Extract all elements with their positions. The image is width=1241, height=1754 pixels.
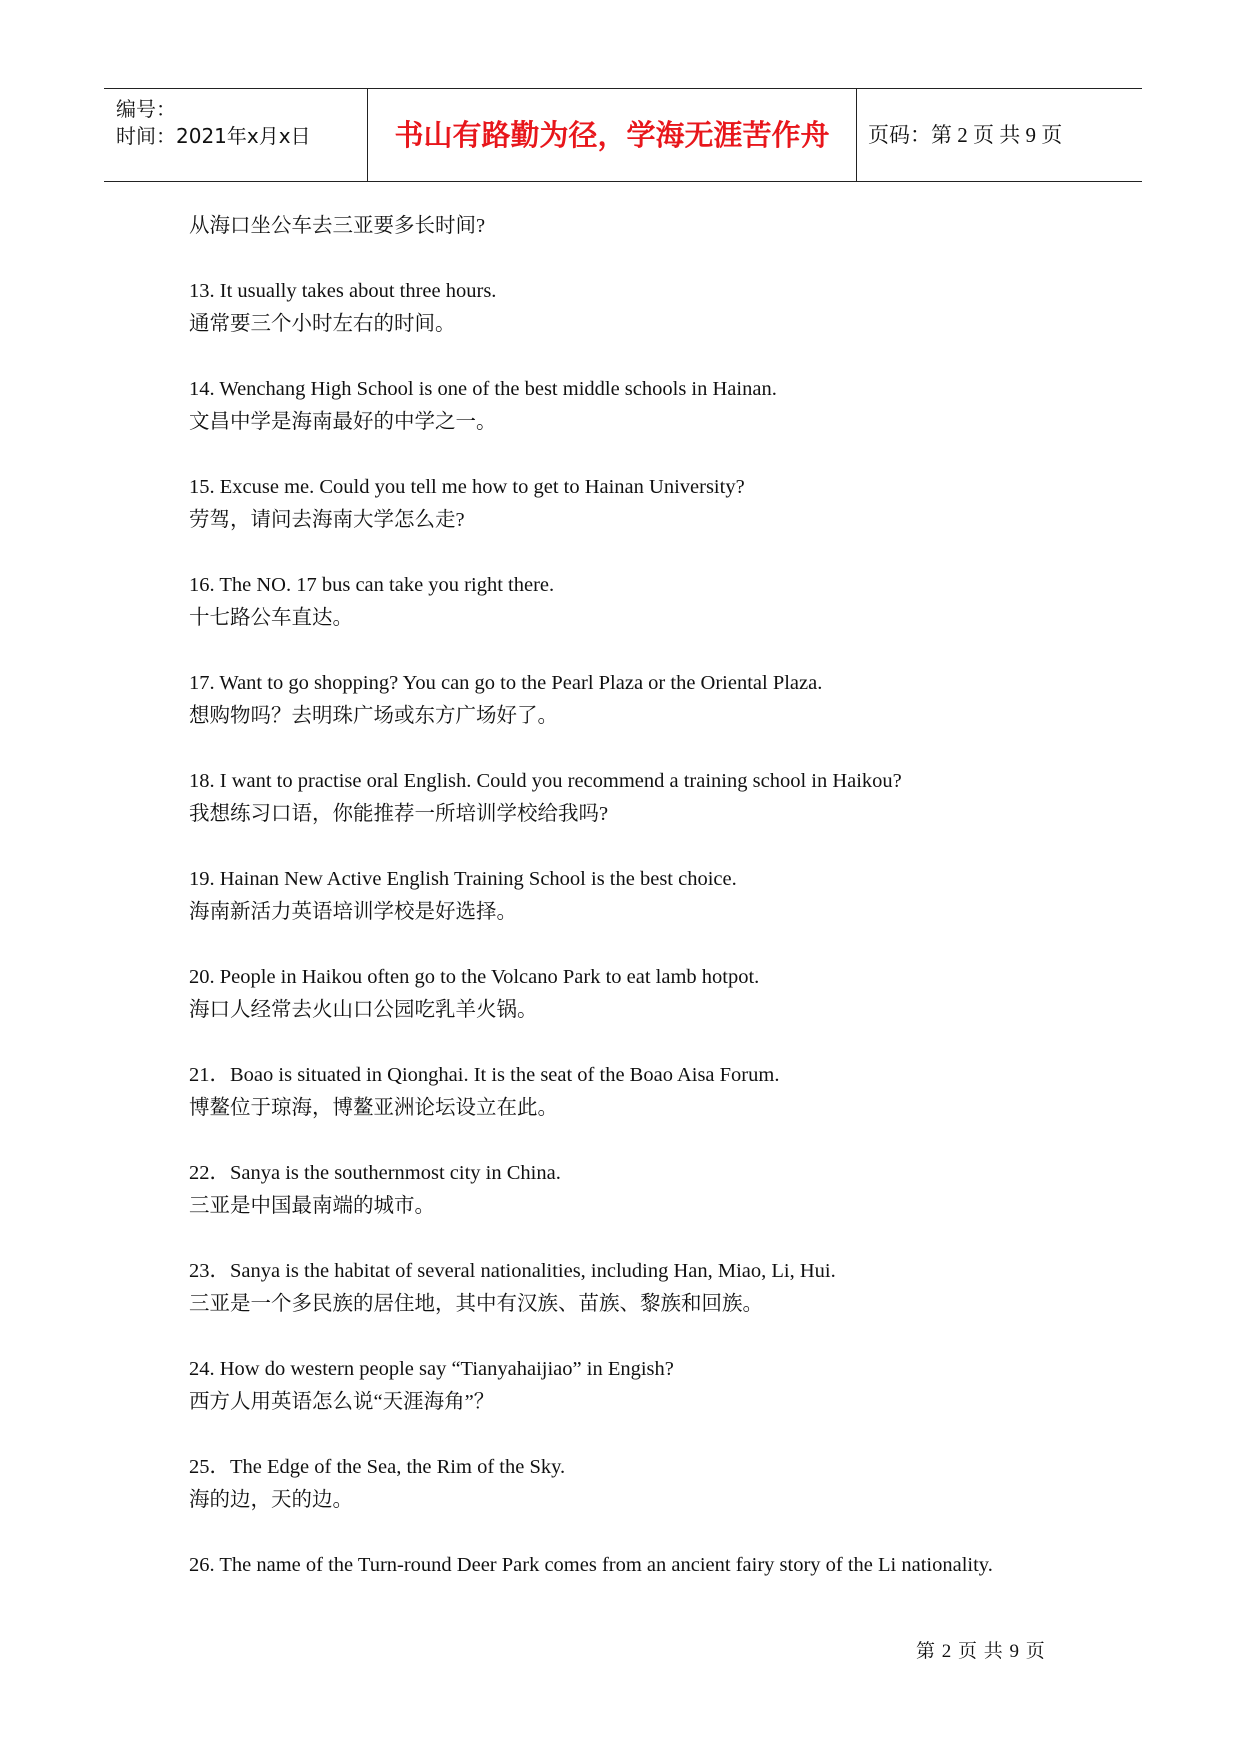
text-line: 15. Excuse me. Could you tell me how to get to Hainan University? [189,476,745,498]
text-line: 17. Want to go shopping? You can go to the Pearl Plaza or the Oriental Plaza. [189,672,823,694]
document-time: 时间：2021年x月x日 [116,124,311,148]
paragraph-gap [189,537,1109,569]
text-line: 25．The Edge of the Sea, the Rim of the Sky. [189,1456,566,1478]
paragraph-gap [189,341,1109,373]
text-line: 13. It usually takes about three hours. [189,280,497,302]
text-line: 23．Sanya is the habitat of several nationalities, including Han, Miao, Li, Hui. [189,1260,836,1282]
paragraph-gap [189,1517,1109,1549]
header-divider [856,89,857,181]
header-divider [367,89,368,181]
paragraph-gap [189,929,1109,961]
text-line: 16. The NO. 17 bus can take you right there. [189,574,555,596]
text-line: 20. People in Haikou often go to the Volcano Park to eat lamb hotpot. [189,966,760,988]
paragraph-gap [189,1027,1109,1059]
text-line: 西方人用英语怎么说“天涯海角”？ [189,1391,495,1413]
text-line: 我想练习口语，你能推荐一所培训学校给我吗? [189,803,609,825]
text-line: 三亚是一个多民族的居住地，其中有汉族、苗族、黎族和回族。 [189,1293,763,1315]
text-line: 海的边，天的边。 [189,1489,353,1511]
header-page-code: 页码：第 2 页 共 9 页 [868,123,1063,147]
document-body [189,210,1109,1582]
paragraph-gap [189,733,1109,765]
paragraph-gap [189,1125,1109,1157]
text-line: 想购物吗？去明珠广场或东方广场好了。 [189,705,558,727]
text-line: 通常要三个小时左右的时间。 [189,313,456,335]
text-line: 三亚是中国最南端的城市。 [189,1195,435,1217]
paragraph-gap [189,635,1109,667]
text-line: 24. How do western people say “Tianyahaijiao” in Engish? [189,1358,674,1380]
text-line: 22．Sanya is the southernmost city in China. [189,1162,561,1184]
document-number-label: 编号： [116,97,176,121]
header-info [116,89,366,181]
text-line: 海口人经常去火山口公园吃乳羊火锅。 [189,999,538,1021]
paragraph-gap [189,1223,1109,1255]
paragraph-gap [189,439,1109,471]
paragraph-gap [189,1419,1109,1451]
header-motto: 书山有路勤为径，学海无涯苦作舟 [394,118,830,152]
text-line: 十七路公车直达。 [189,607,353,629]
text-line: 劳驾，请问去海南大学怎么走? [189,509,465,531]
paragraph-gap [189,831,1109,863]
text-line: 26. The name of the Turn-round Deer Park comes from an ancient fairy story of the Li nationality. [189,1554,993,1576]
page-footer: 第 2 页 共 9 页 [916,1641,1046,1662]
text-line: 18. I want to practise oral English. Could you recommend a training school in Haikou? [189,770,902,792]
page-header [104,88,1142,182]
text-line: 21．Boao is situated in Qionghai. It is the seat of the Boao Aisa Forum. [189,1064,780,1086]
paragraph-gap [189,243,1109,275]
text-line: 14. Wenchang High School is one of the best middle schools in Hainan. [189,378,777,400]
text-line: 海南新活力英语培训学校是好选择。 [189,901,517,923]
text-line: 博鳌位于琼海，博鳌亚洲论坛设立在此。 [189,1097,558,1119]
text-line: 文昌中学是海南最好的中学之一。 [189,411,497,433]
text-line: 从海口坐公车去三亚要多长时间? [189,215,486,237]
paragraph-gap [189,1321,1109,1353]
text-line: 19. Hainan New Active English Training School is the best choice. [189,868,737,890]
